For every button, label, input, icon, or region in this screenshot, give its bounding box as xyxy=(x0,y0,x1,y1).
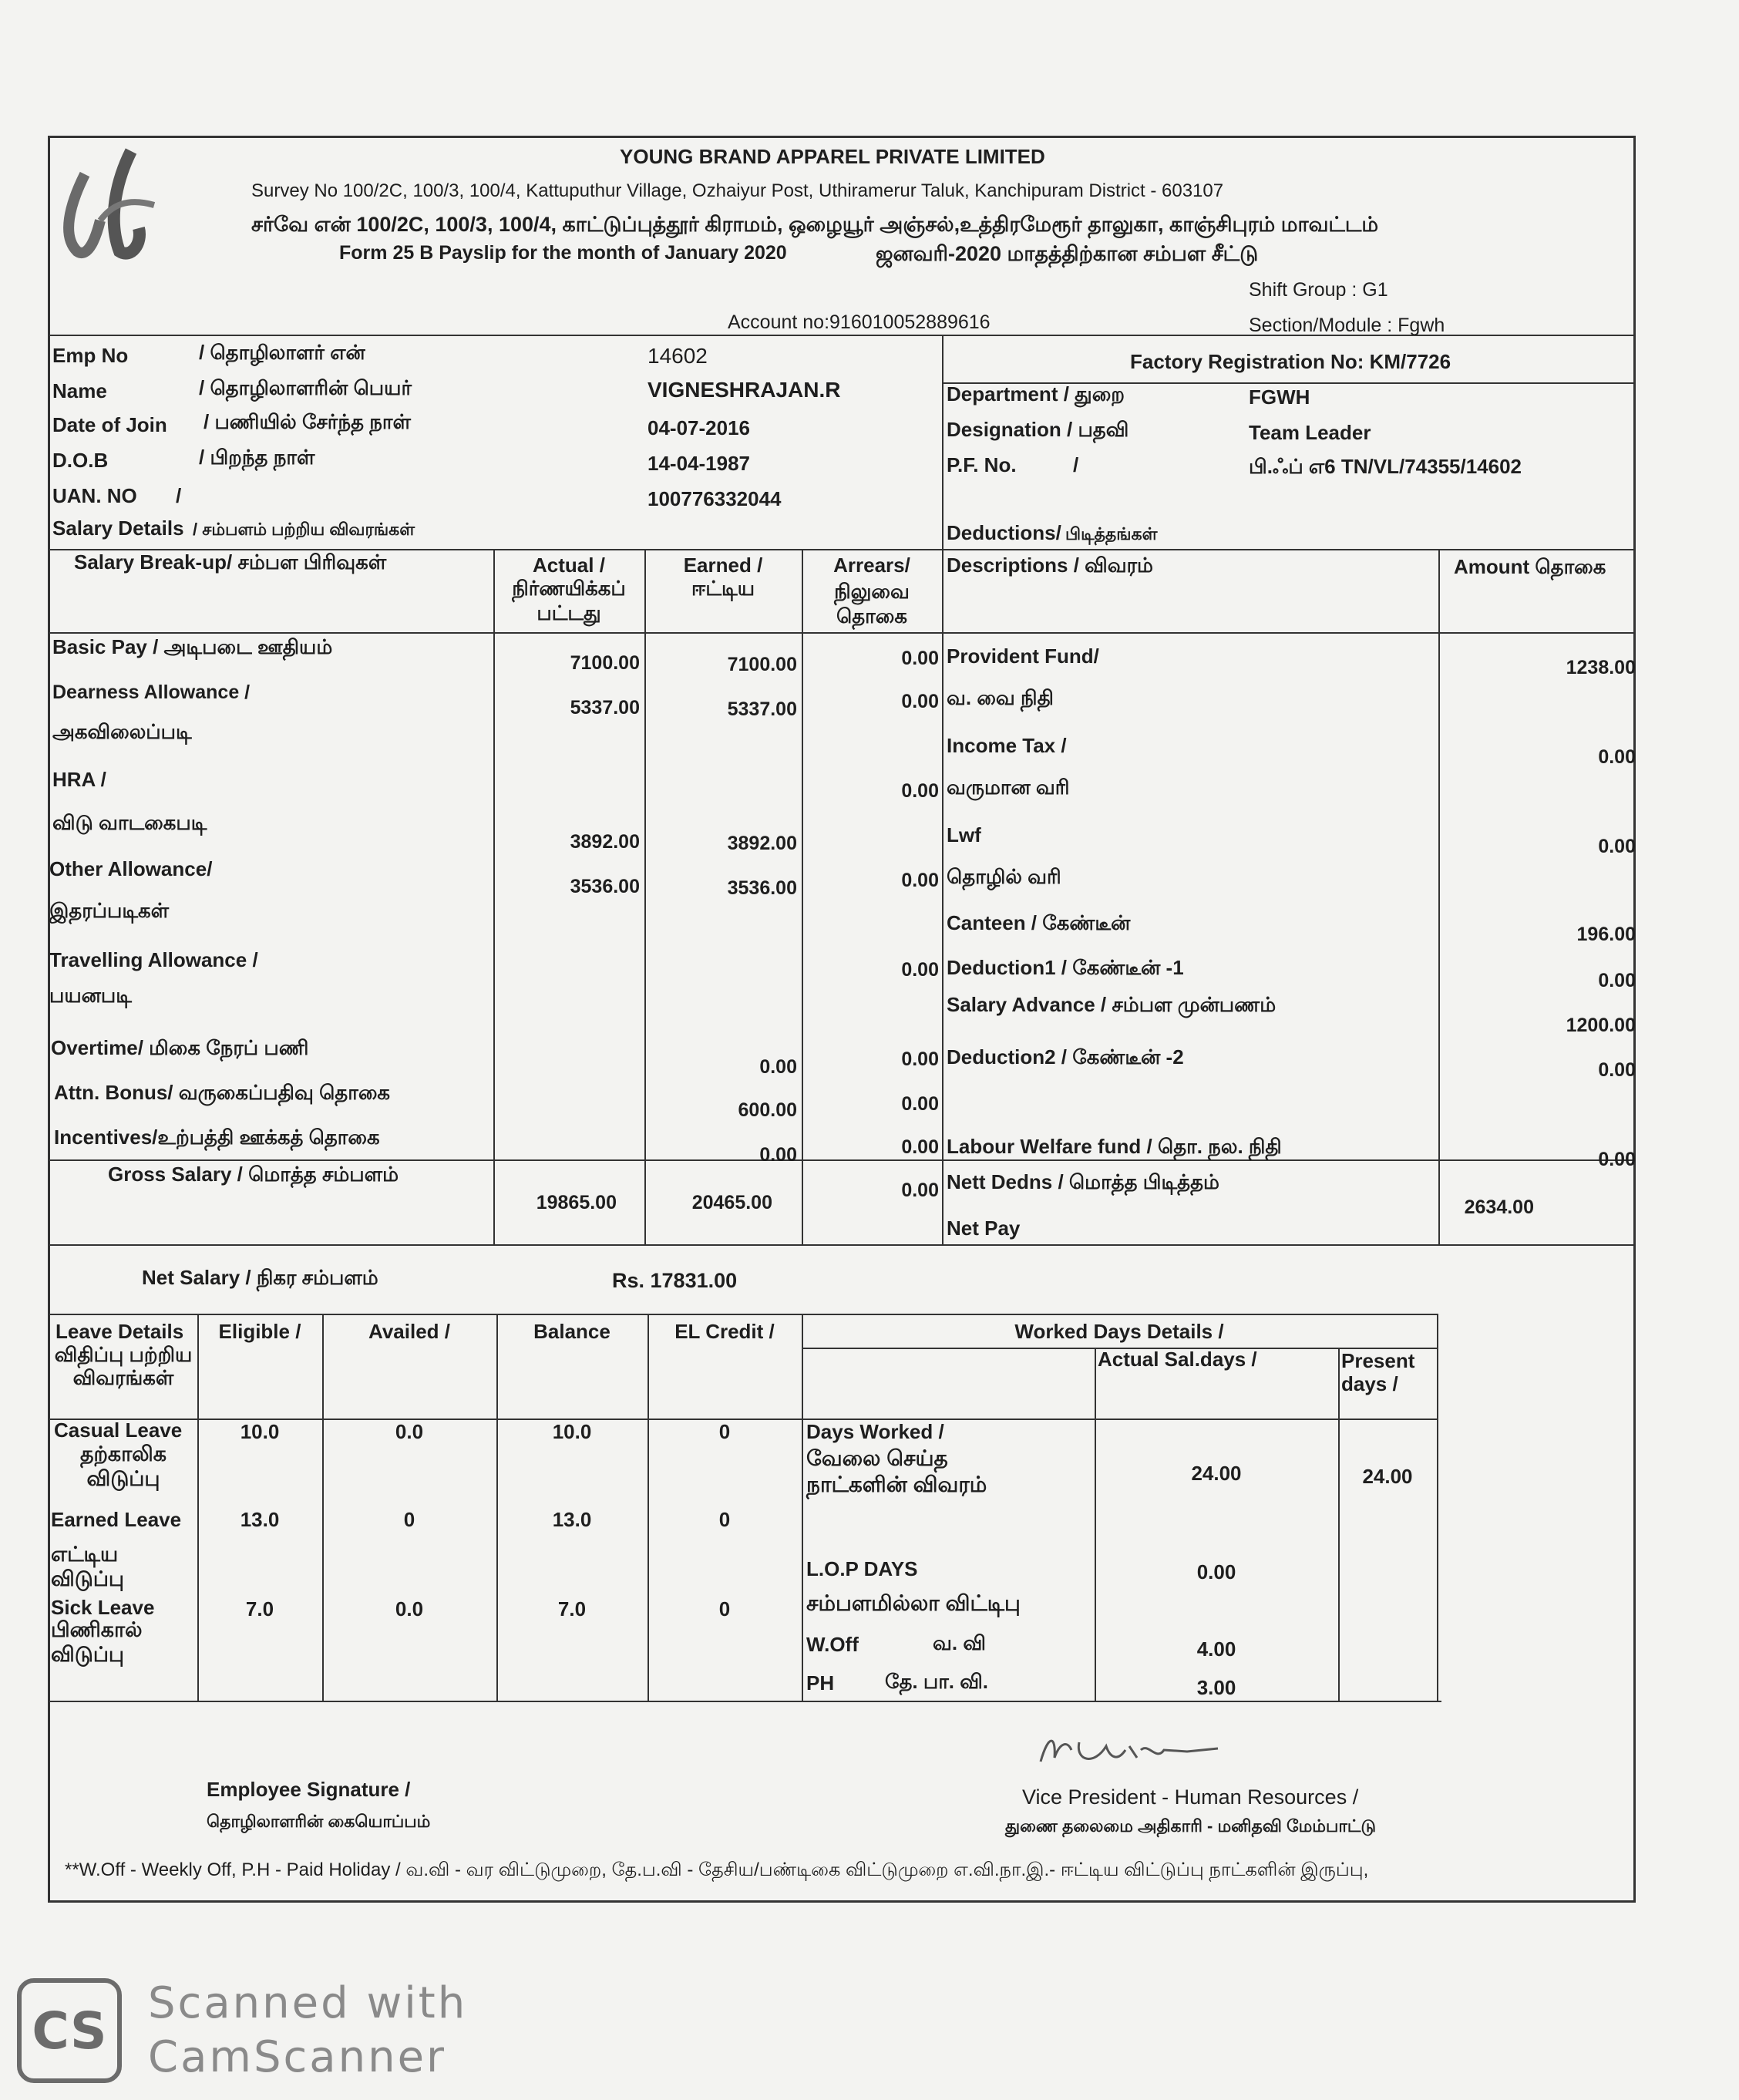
divider xyxy=(48,1701,1441,1702)
ph-label-ta: தே. பா. வி. xyxy=(885,1670,989,1693)
divider xyxy=(802,1314,803,1701)
woff-label: W.Off xyxy=(806,1633,859,1656)
doj-label: Date of Join xyxy=(52,413,167,436)
labour-welfare-label: Labour Welfare fund / தொ. நல. நிதி xyxy=(947,1135,1282,1158)
nett-deductions-label: Nett Dedns / மொத்த பிடித்தம் xyxy=(947,1170,1219,1193)
days-worked-actual: 24.00 xyxy=(1191,1462,1242,1485)
pf-deduction-amount: 1238.00 xyxy=(1566,657,1636,678)
employee-signature-label-ta: தொழிலாளரின் கையொப்பம் xyxy=(207,1812,431,1831)
basic-pay-arrears: 0.00 xyxy=(901,648,939,669)
labour-welfare-amount: 0.00 xyxy=(1598,1149,1636,1170)
sick-leave-label: Sick Leave xyxy=(51,1596,155,1619)
divider xyxy=(48,1314,1437,1315)
salary-details-label-ta: / சம்பளம் பற்றிய விவரங்கள் xyxy=(193,520,415,539)
net-pay-label: Net Pay xyxy=(947,1217,1021,1240)
gross-salary-label: Gross Salary / மொத்த சம்பளம் xyxy=(108,1163,399,1186)
overtime-earned: 0.00 xyxy=(759,1056,797,1078)
divider xyxy=(648,1314,649,1701)
earned-leave-label-ta: எட்டிய விடுப்பு xyxy=(51,1543,125,1590)
da-label-ta: அகவிலைப்படி xyxy=(52,720,192,743)
incentives-arrears: 0.00 xyxy=(901,1136,939,1158)
lwf-amount: 0.00 xyxy=(1598,836,1636,857)
hra-label-ta: விடு வாடகைபடி xyxy=(52,811,207,834)
form-title-ta: ஜனவரி-2020 மாதத்திற்கான சம்பள சீட்டு xyxy=(876,242,1259,265)
lop-days-label-ta: சம்பளமில்லா விட்டிபு xyxy=(806,1591,1021,1615)
sick-balance: 7.0 xyxy=(557,1597,587,1620)
eligible-header: Eligible / xyxy=(218,1320,301,1343)
lop-days-label: L.O.P DAYS xyxy=(806,1557,918,1580)
worked-days-header: Worked Days Details / xyxy=(1014,1320,1224,1343)
divider xyxy=(942,335,944,549)
lwf-label-ta: தொழில் வரி xyxy=(947,865,1061,888)
basic-pay-actual: 7100.00 xyxy=(570,652,640,674)
casual-balance: 10.0 xyxy=(552,1420,592,1443)
casual-availed: 0.0 xyxy=(395,1420,424,1443)
descriptions-header: Descriptions / விவரம் xyxy=(947,554,1153,577)
sick-eligible: 7.0 xyxy=(245,1597,274,1620)
sick-availed: 0.0 xyxy=(395,1597,424,1620)
pf-separator: / xyxy=(1073,453,1079,476)
divider xyxy=(48,1244,1636,1246)
da-arrears: 0.00 xyxy=(901,691,939,712)
hra-arrears: 0.00 xyxy=(901,780,939,802)
canteen-label: Canteen / கேண்டீன் xyxy=(947,911,1131,934)
leave-details-header-ta: விதிப்பு பற்றிய விவரங்கள் xyxy=(54,1343,193,1389)
earned-header: Earned / xyxy=(683,554,763,577)
designation-value: Team Leader xyxy=(1249,421,1371,444)
doj-label-ta: / பணியில் சேர்ந்த நாள் xyxy=(204,410,411,433)
deductions-label-ta: பிடித்தங்கள் xyxy=(1065,524,1158,544)
watermark-line-1: Scanned with xyxy=(148,1978,468,2028)
casual-eligible: 10.0 xyxy=(240,1420,280,1443)
section-module: Section/Module : Fgwh xyxy=(1249,315,1445,336)
salary-details-label: Salary Details xyxy=(52,517,184,540)
casual-leave-label-ta: தற்காலிக விடுப்பு xyxy=(79,1442,167,1490)
travel-allowance-label: Travelling Allowance / xyxy=(49,948,258,971)
department-label: Department / துறை xyxy=(947,382,1125,406)
name-label: Name xyxy=(52,379,107,402)
income-tax-label: Income Tax / xyxy=(947,734,1067,757)
lwf-label: Lwf xyxy=(947,823,981,846)
deduction2-amount: 0.00 xyxy=(1598,1059,1636,1081)
hra-actual: 3892.00 xyxy=(570,831,640,853)
overtime-arrears: 0.00 xyxy=(901,1048,939,1070)
divider xyxy=(48,335,1636,336)
deduction2-label: Deduction2 / கேண்டீன் -2 xyxy=(947,1045,1184,1069)
woff-value: 4.00 xyxy=(1196,1637,1236,1661)
divider xyxy=(48,1159,1636,1161)
attn-bonus-label: Attn. Bonus/ வருகைப்பதிவு தொகை xyxy=(54,1081,391,1104)
travel-allowance-arrears: 0.00 xyxy=(901,959,939,981)
gross-salary-earned: 20465.00 xyxy=(691,1192,772,1213)
deduction1-amount: 0.00 xyxy=(1598,970,1636,991)
account-number: Account no:916010052889616 xyxy=(728,311,991,333)
dob-label: D.O.B xyxy=(52,449,109,472)
travel-allowance-label-ta: பயனபடி xyxy=(49,984,132,1007)
divider xyxy=(322,1314,324,1701)
salary-breakup-header: Salary Break-up/ சம்பள பிரிவுகள் xyxy=(74,550,387,574)
vp-hr-label: Vice President - Human Resources / xyxy=(1022,1785,1359,1809)
earned-el-credit: 0 xyxy=(718,1508,731,1531)
department-value: FGWH xyxy=(1249,385,1310,409)
availed-header: Availed / xyxy=(368,1320,450,1343)
divider xyxy=(496,1314,498,1701)
da-earned: 5337.00 xyxy=(727,698,797,720)
hra-earned: 3892.00 xyxy=(727,833,797,854)
attn-bonus-earned: 600.00 xyxy=(738,1099,797,1121)
days-worked-label: Days Worked / xyxy=(806,1420,944,1443)
arrears-header-ta-1: நிலுவை xyxy=(834,580,910,603)
casual-leave-label: Casual Leave xyxy=(54,1419,183,1442)
earned-header-ta: ஈட்டிய xyxy=(691,577,755,600)
actual-header-ta-1: நிர்ணயிக்கப் xyxy=(512,577,626,600)
divider xyxy=(493,549,495,1244)
divider xyxy=(48,632,1636,634)
doj-value: 04-07-2016 xyxy=(648,416,750,439)
days-worked-present: 24.00 xyxy=(1362,1465,1413,1488)
other-allowance-label: Other Allowance/ xyxy=(49,857,213,880)
divider xyxy=(1437,1314,1438,1701)
footnote: **W.Off - Weekly Off, P.H - Paid Holiday / வ.வி - வர விட்டுமுறை, தே.ப.வி - தேசிய/பண்டிகை விட்டுமுறை எ.வி.நா.இ.- ஈட்டிய விட்டுப்பு நாட்களின் இருப்பு, xyxy=(65,1859,1369,1880)
pf-label: P.F. No. xyxy=(947,453,1017,476)
divider xyxy=(197,1314,199,1701)
da-actual: 5337.00 xyxy=(570,697,640,719)
uan-label: UAN. NO xyxy=(52,484,137,507)
gross-salary-actual: 19865.00 xyxy=(536,1192,617,1213)
earned-leave-label: Earned Leave xyxy=(51,1508,182,1531)
lop-days-value: 0.00 xyxy=(1196,1560,1236,1583)
basic-pay-label: Basic Pay / அடிபடை ஊதியம் xyxy=(52,635,333,658)
watermark-line-2: CamScanner xyxy=(148,2032,447,2082)
earned-availed: 0 xyxy=(403,1508,415,1531)
pf-deduction-label: Provident Fund/ xyxy=(947,644,1099,668)
company-name: YOUNG BRAND APPAREL PRIVATE LIMITED xyxy=(620,145,1045,168)
income-tax-amount: 0.00 xyxy=(1598,746,1636,768)
pf-value: பி.ஃப் எ6 TN/VL/74355/14602 xyxy=(1249,455,1522,478)
net-salary-label: Net Salary / நிகர சம்பளம் xyxy=(142,1266,378,1289)
net-salary-value: Rs. 17831.00 xyxy=(612,1269,738,1292)
divider xyxy=(644,549,646,1244)
other-allowance-label-ta: இதரப்படிகள் xyxy=(49,899,170,922)
employee-signature-label: Employee Signature / xyxy=(207,1778,411,1801)
incentives-label: Incentives/உற்பத்தி ஊக்கத் தொகை xyxy=(54,1126,380,1149)
nett-deductions-amount: 2634.00 xyxy=(1464,1196,1534,1218)
days-worked-label-ta-1: வேலை செய்த xyxy=(806,1446,948,1470)
incentives-earned: 0.00 xyxy=(759,1144,797,1166)
divider xyxy=(942,549,944,1244)
days-worked-label-ta-2: நாட்களின் விவரம் xyxy=(806,1472,987,1496)
name-value: VIGNESHRAJAN.R xyxy=(648,378,841,402)
emp-no-label: Emp No xyxy=(52,344,129,367)
amount-header: Amount தொகை xyxy=(1454,555,1606,578)
actual-header-ta-2: பட்டது xyxy=(536,601,601,624)
deductions-label: Deductions/ xyxy=(947,521,1061,544)
divider xyxy=(1338,1348,1340,1701)
dob-value: 14-04-1987 xyxy=(648,452,750,475)
vp-hr-label-ta: துணை தலைமை அதிகாரி - மனிதவி மேம்பாட்டு xyxy=(1005,1816,1377,1836)
earned-balance: 13.0 xyxy=(552,1508,592,1531)
hra-label: HRA / xyxy=(52,768,106,791)
leave-details-header: Leave Details xyxy=(56,1320,184,1343)
present-days-header: Present days / xyxy=(1341,1349,1415,1395)
arrears-header: Arrears/ xyxy=(833,554,910,577)
arrears-header-ta-2: தொகை xyxy=(836,604,907,628)
ph-value: 3.00 xyxy=(1196,1676,1236,1699)
el-credit-header: EL Credit / xyxy=(674,1320,775,1343)
camscanner-logo: CS xyxy=(17,1978,122,2083)
other-allowance-arrears: 0.00 xyxy=(901,870,939,891)
attn-bonus-arrears: 0.00 xyxy=(901,1093,939,1115)
sick-leave-label-ta: பிணிகால் விடுப்பு xyxy=(51,1618,143,1666)
divider xyxy=(802,549,803,1244)
sick-el-credit: 0 xyxy=(718,1597,731,1620)
other-allowance-earned: 3536.00 xyxy=(727,877,797,899)
overtime-label: Overtime/ மிகை நேரப் பணி xyxy=(51,1036,309,1059)
ph-label: PH xyxy=(806,1671,835,1694)
canteen-amount: 196.00 xyxy=(1576,924,1636,945)
uan-value: 100776332044 xyxy=(648,487,782,510)
factory-registration: Factory Registration No: KM/7726 xyxy=(1130,350,1451,373)
name-label-ta: / தொழிலாளரின் பெயர் xyxy=(199,376,412,399)
actual-header: Actual / xyxy=(533,554,605,577)
emp-no-value: 14602 xyxy=(648,344,708,368)
company-address-ta: சர்வே என் 100/2C, 100/3, 100/4, காட்டுப்புத்தூர் கிராமம், ஒழையூர் அஞ்சல்,உத்திரமேரூர் தாலுகா, காஞ்சிபுரம் மாவட்டம் xyxy=(251,213,1379,236)
divider xyxy=(1438,549,1440,1244)
income-tax-label-ta: வருமான வரி xyxy=(947,776,1070,799)
other-allowance-actual: 3536.00 xyxy=(570,876,640,897)
casual-el-credit: 0 xyxy=(718,1420,731,1443)
gross-salary-arrears: 0.00 xyxy=(901,1180,939,1201)
salary-advance-amount: 1200.00 xyxy=(1566,1015,1636,1036)
uan-label-ta: / xyxy=(176,484,182,507)
pf-deduction-label-ta: வ. வை நிதி xyxy=(947,686,1054,709)
woff-label-ta: வ. வி xyxy=(933,1631,986,1654)
earned-eligible: 13.0 xyxy=(240,1508,280,1531)
actual-sal-days-header: Actual Sal.days / xyxy=(1098,1348,1257,1371)
da-label: Dearness Allowance / xyxy=(52,681,251,703)
company-address-en: Survey No 100/2C, 100/3, 100/4, Kattuputhur Village, Ozhaiyur Post, Uthiramerur Taluk, Kanchipuram District - 603107 xyxy=(251,180,1224,201)
vp-signature xyxy=(1033,1719,1233,1781)
form-title-en: Form 25 B Payslip for the month of January 2020 xyxy=(339,242,787,264)
designation-label: Designation / பதவி xyxy=(947,418,1129,441)
salary-advance-label: Salary Advance / சம்பள முன்பணம் xyxy=(947,993,1276,1016)
emp-no-label-ta: / தொழிலாளர் என் xyxy=(199,341,365,364)
dob-label-ta: / பிறந்த நாள் xyxy=(199,446,315,469)
shift-group: Shift Group : G1 xyxy=(1249,279,1388,301)
balance-header: Balance xyxy=(533,1320,610,1343)
basic-pay-earned: 7100.00 xyxy=(727,654,797,675)
deduction1-label: Deduction1 / கேண்டீன் -1 xyxy=(947,956,1184,979)
